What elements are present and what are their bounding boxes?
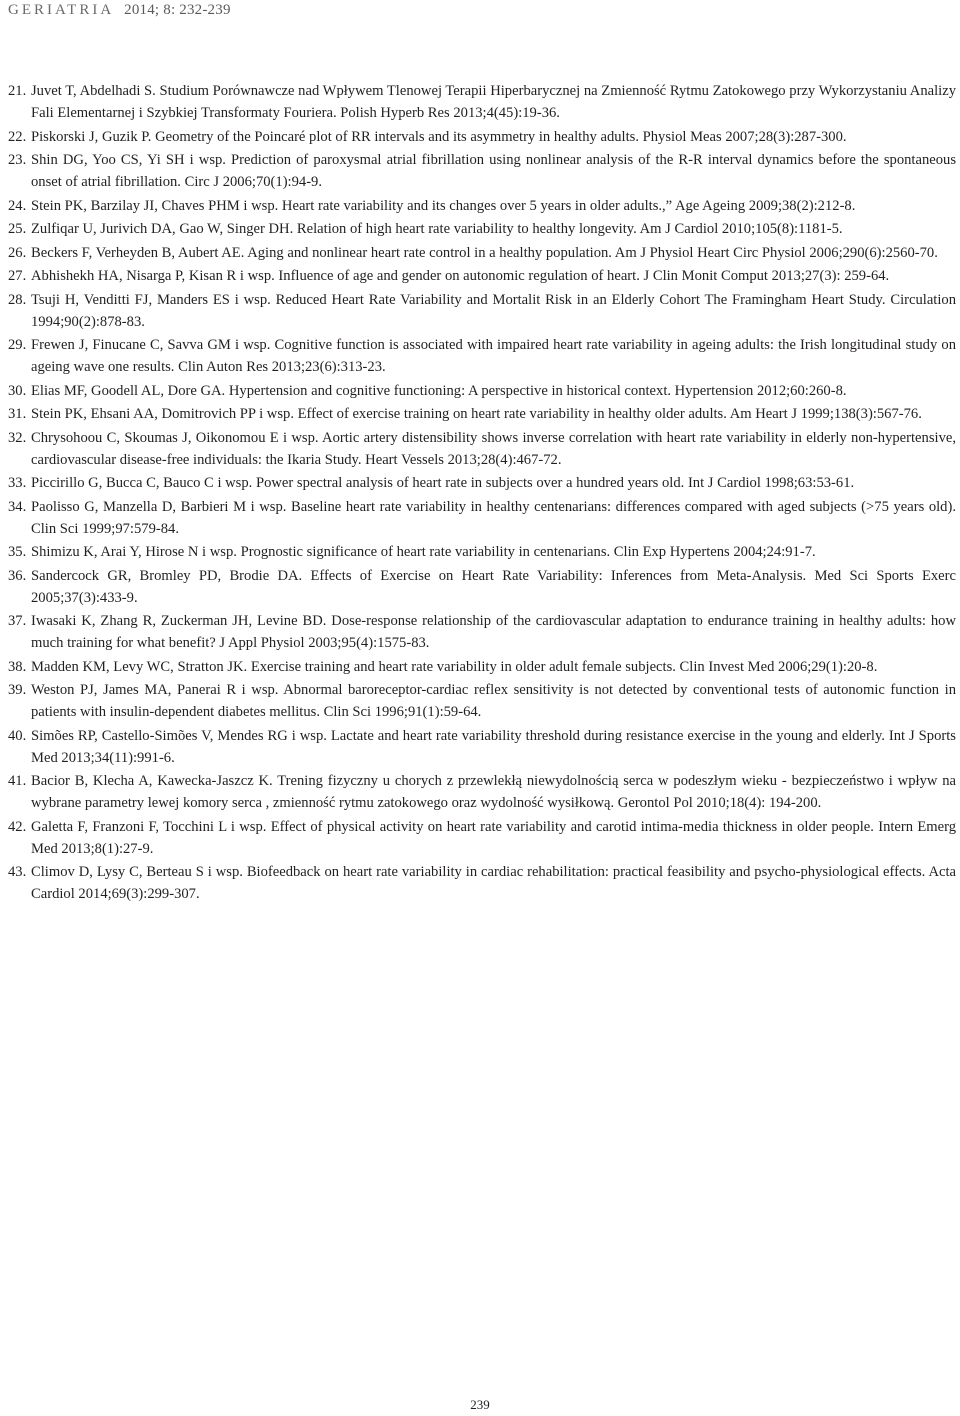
reference-item <box>8 289 956 333</box>
reference-number: 42. <box>8 818 27 835</box>
reference-list <box>8 80 956 907</box>
reference-number: 35. <box>8 544 27 560</box>
reference-text: Stein PK, Barzilay JI, Chaves PHM i wsp. Heart rate variability and its changes over 5 years in older adults.,” Age Ageing 2009;38(2):212-8. <box>31 197 856 214</box>
reference-number: 22. <box>8 128 27 145</box>
reference-item <box>8 656 956 678</box>
reference-item <box>8 770 956 814</box>
reference-text: Weston PJ, James MA, Panerai R i wsp. Abnormal baroreceptor-cardiac reflex sensitivity is not detected by conventional tests of autonomic function in patients with insulin-dependent diabetes mellitus. Clin Sci 1996;91(1):59-64. <box>31 682 956 720</box>
reference-number: 39. <box>8 682 27 698</box>
reference-text: Chrysohoou C, Skoumas J, Oikonomou E i wsp. Aortic artery distensibility shows inverse correlation with heart rate variability in elderly non-hypertensive, cardiovascular disease-free individuals: the Ikaria Study. Heart Vessels 2013;28(4):467-72. <box>31 429 956 468</box>
reference-text: Galetta F, Franzoni F, Tocchini L i wsp. Effect of physical activity on heart rate variability and carotid intima-media thickness in older people. Intern Emerg Med 2013;8(1):27-9. <box>31 818 956 857</box>
reference-number: 23. <box>8 152 27 168</box>
reference-text: Bacior B, Klecha A, Kawecka-Jaszcz K. Trening fizyczny u chorych z przewlekłą niewydolnością serca w podeszłym wieku - bezpieczeństwo i wpływ na wybrane parametry lewej komory serca , zmienność rytmu zatokowego oraz wydolność wysiłkową. Gerontol Pol 2010;18(4): 194-200. <box>31 773 956 811</box>
reference-item <box>8 725 956 769</box>
reference-number: 36. <box>8 567 27 584</box>
reference-item <box>8 218 956 240</box>
reference-text: Stein PK, Ehsani AA, Domitrovich PP i wsp. Effect of exercise training on heart rate variability in healthy older adults. Am Heart J 1999;138(3):567-76. <box>31 406 922 422</box>
reference-text: Piccirillo G, Bucca C, Bauco C i wsp. Power spectral analysis of heart rate in subjects over a hundred years old. Int J Cardiol 1998;63:53-61. <box>31 475 855 491</box>
reference-item <box>8 541 956 563</box>
reference-item <box>8 195 956 217</box>
reference-text: Paolisso G, Manzella D, Barbieri M i wsp. Baseline heart rate variability in healthy centenarians: differences compared with aged subjects (>75 years old). Clin Sci 1999;97:579-84. <box>31 498 956 537</box>
reference-text: Beckers F, Verheyden B, Aubert AE. Aging and nonlinear heart rate control in a healthy population. Am J Physiol Heart Circ Physiol 2006;290(6):2560-70. <box>31 244 938 261</box>
reference-text: Sandercock GR, Bromley PD, Brodie DA. Effects of Exercise on Heart Rate Variability: Inferences from Meta-Analysis. Med Sci Sports Exerc 2005;37(3):433-9. <box>31 567 956 606</box>
reference-number: 32. <box>8 429 27 446</box>
reference-item <box>8 380 956 402</box>
reference-number: 27. <box>8 268 27 284</box>
reference-number: 37. <box>8 613 27 629</box>
reference-number: 38. <box>8 658 27 675</box>
page-number: 239 <box>470 1397 490 1412</box>
reference-number: 29. <box>8 337 27 353</box>
journal-issue: 2014; 8: 232-239 <box>124 2 231 18</box>
reference-number: 28. <box>8 291 27 308</box>
reference-number: 31. <box>8 406 27 422</box>
reference-item <box>8 149 956 193</box>
reference-item <box>8 816 956 860</box>
reference-number: 41. <box>8 773 27 789</box>
reference-number: 24. <box>8 197 27 214</box>
reference-text: Iwasaki K, Zhang R, Zuckerman JH, Levine BD. Dose-response relationship of the cardiovascular adaptation to endurance training in healthy adults: how much training for what benefit? J Appl Physiol 2003;95(4):1575-83. <box>31 613 956 651</box>
reference-item <box>8 861 956 905</box>
reference-number: 34. <box>8 498 27 515</box>
reference-item <box>8 334 956 378</box>
reference-number: 43. <box>8 864 27 880</box>
reference-text: Piskorski J, Guzik P. Geometry of the Poincaré plot of RR intervals and its asymmetry in healthy adults. Physiol Meas 2007;28(3):287-300. <box>31 128 847 145</box>
reference-item <box>8 472 956 494</box>
reference-text: Simões RP, Castello-Simões V, Mendes RG i wsp. Lactate and heart rate variability threshold during resistance exercise in the young and elderly. Int J Sports Med 2013;34(11):991-6. <box>31 727 956 766</box>
reference-text: Shimizu K, Arai Y, Hirose N i wsp. Prognostic significance of heart rate variability in centenarians. Clin Exp Hypertens 2004;24:91-7. <box>31 544 816 560</box>
reference-item <box>8 242 956 264</box>
reference-item <box>8 403 956 425</box>
reference-item <box>8 265 956 287</box>
reference-item <box>8 80 956 124</box>
reference-number: 30. <box>8 382 27 399</box>
reference-item <box>8 679 956 723</box>
journal-name: GERIATRIA <box>8 2 115 18</box>
reference-number: 40. <box>8 727 27 744</box>
reference-text: Climov D, Lysy C, Berteau S i wsp. Biofeedback on heart rate variability in cardiac rehabilitation: practical feasibility and psycho-physiological effects. Acta Cardiol 2014;69(3):299-307. <box>31 864 956 902</box>
reference-item <box>8 126 956 148</box>
reference-text: Madden KM, Levy WC, Stratton JK. Exercise training and heart rate variability in older adult female subjects. Clin Invest Med 2006;29(1):20-8. <box>31 658 878 675</box>
reference-text: Elias MF, Goodell AL, Dore GA. Hypertension and cognitive functioning: A perspective in historical context. Hypertension 2012;60:260-8. <box>31 382 847 399</box>
reference-number: 21. <box>8 83 27 99</box>
reference-item <box>8 496 956 540</box>
reference-item <box>8 610 956 654</box>
reference-text: Abhishekh HA, Nisarga P, Kisan R i wsp. Influence of age and gender on autonomic regulation of heart. J Clin Monit Comput 2013;27(3): 259-64. <box>31 268 890 284</box>
reference-text: Tsuji H, Venditti FJ, Manders ES i wsp. Reduced Heart Rate Variability and Mortalit Risk in an Elderly Cohort The Framingham Heart Study. Circulation 1994;90(2):878-83. <box>31 291 956 330</box>
reference-item <box>8 427 956 471</box>
reference-number: 33. <box>8 475 27 491</box>
reference-text: Zulfiqar U, Jurivich DA, Gao W, Singer DH. Relation of high heart rate variability to healthy longevity. Am J Cardiol 2010;105(8):1181-5. <box>31 221 843 237</box>
running-header <box>8 0 231 20</box>
reference-number: 26. <box>8 244 27 261</box>
reference-number: 25. <box>8 221 27 237</box>
reference-text: Shin DG, Yoo CS, Yi SH i wsp. Prediction of paroxysmal atrial fibrillation using nonlinear analysis of the R-R interval dynamics before the spontaneous onset of atrial fibrillation. Circ J 2006;70(1):94-9. <box>31 152 956 190</box>
reference-item <box>8 565 956 609</box>
reference-text: Frewen J, Finucane C, Savva GM i wsp. Cognitive function is associated with impaired heart rate variability in ageing adults: the Irish longitudinal study on ageing wave one results. Clin Auton Res 2013;23(6):313-23. <box>31 337 956 375</box>
reference-text: Juvet T, Abdelhadi S. Studium Porównawcze nad Wpływem Tlenowej Terapii Hiperbarycznej na Zmienność Rytmu Zatokowego przy Wykorzystaniu Analizy Fali Elementarnej i Szybkiej Transformaty Fouriera. Polish Hyperb Res 2013;4(45):19-36. <box>31 83 956 121</box>
